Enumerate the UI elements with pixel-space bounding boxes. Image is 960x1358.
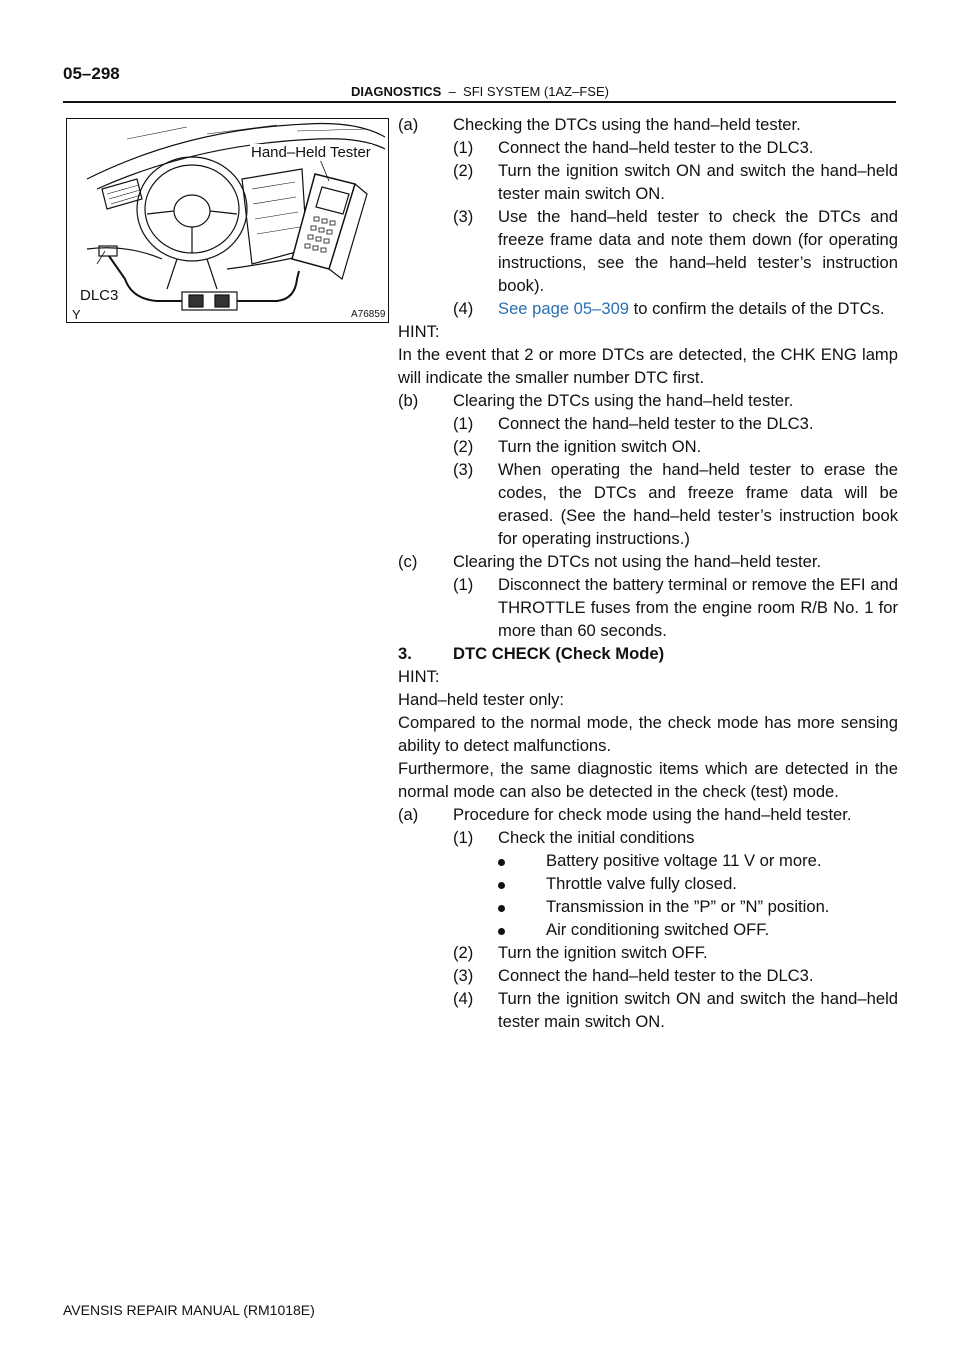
- hint-text: In the event that 2 or more DTCs are detected, the CHK ENG lamp will indicate the smaller number DTC first.: [398, 345, 898, 387]
- step-marker: (1): [453, 138, 474, 157]
- step-text: [498, 297, 898, 320]
- bullet-icon: [498, 872, 546, 895]
- figure-corner-mark: Y: [72, 307, 81, 322]
- step-text-rest: to confirm the details of the DTCs.: [629, 299, 885, 318]
- header-separator: –: [448, 84, 456, 99]
- step-b3: [398, 458, 898, 550]
- step-marker: (1): [453, 828, 474, 847]
- condition-item: [398, 872, 898, 895]
- hint-label: HINT:: [398, 322, 440, 341]
- label-dlc3: DLC3: [80, 287, 119, 304]
- hint-text: Furthermore, the same diagnostic items which are detected in the normal mode can also be detected in the check (test) mode.: [398, 759, 898, 801]
- bullet-icon: [498, 918, 546, 941]
- header-section: DIAGNOSTICS: [351, 84, 442, 99]
- step-marker: (a): [398, 805, 419, 824]
- step-procedure-4: [398, 987, 898, 1033]
- step-marker: (3): [453, 207, 474, 226]
- step-text: When operating the hand–held tester to erase the codes, the DTCs and freeze frame data will be erased. (See the hand–held tester’s instruction book for operating instructions.): [498, 460, 898, 548]
- step-b1: [398, 412, 898, 435]
- step-text: Procedure for check mode using the hand–held tester.: [453, 805, 852, 824]
- bullet-icon: [498, 849, 546, 872]
- header-rule: [63, 101, 896, 103]
- step-marker: (2): [453, 943, 474, 962]
- step-text: Connect the hand–held tester to the DLC3.: [498, 138, 814, 157]
- condition-text: Battery positive voltage 11 V or more.: [546, 851, 822, 870]
- step-text: Turn the ignition switch ON and switch the hand–held tester main switch ON.: [498, 989, 898, 1031]
- step-text: Disconnect the battery terminal or remove the EFI and THROTTLE fuses from the engine room R/B No. 1 for more than 60 seconds.: [498, 575, 898, 640]
- step-procedure-2: [398, 941, 898, 964]
- step-marker: (c): [398, 552, 418, 571]
- step-c1: [398, 573, 898, 642]
- step-a1: [398, 136, 898, 159]
- bullet-icon: [498, 895, 546, 918]
- page-header: [0, 84, 960, 99]
- condition-text: Throttle valve fully closed.: [546, 874, 737, 893]
- step-text: Turn the ignition switch ON and switch the hand–held tester main switch ON.: [498, 161, 898, 203]
- step-c: [398, 550, 898, 573]
- condition-item: [398, 918, 898, 941]
- step-text: Checking the DTCs using the hand–held tester.: [453, 115, 801, 134]
- condition-item: [398, 849, 898, 872]
- step-text: Clearing the DTCs using the hand–held tester.: [453, 391, 794, 410]
- footer-manual-title: AVENSIS REPAIR MANUAL (RM1018E): [63, 1302, 315, 1318]
- step-marker: (a): [398, 115, 419, 134]
- page-number: 05–298: [63, 64, 120, 83]
- step-marker: (1): [453, 575, 474, 594]
- step-a: [398, 113, 898, 136]
- step-text: Clearing the DTCs not using the hand–held tester.: [453, 552, 822, 571]
- step-marker: (2): [453, 161, 474, 180]
- step-text: Check the initial conditions: [498, 828, 695, 847]
- page-reference-link[interactable]: See page 05–309: [498, 299, 630, 318]
- section-3-heading: [398, 642, 898, 665]
- step-marker: (2): [453, 437, 474, 456]
- step-a4: [398, 297, 898, 320]
- condition-text: Air conditioning switched OFF.: [546, 920, 770, 939]
- step-text: Use the hand–held tester to check the DTCs and freeze frame data and note them down (for operating instructions, see the hand–held tester’s instruction book).: [498, 207, 898, 295]
- step-text: Turn the ignition switch ON.: [498, 437, 702, 456]
- step-text: Connect the hand–held tester to the DLC3.: [498, 414, 814, 433]
- step-procedure-1: [398, 826, 898, 849]
- hint-text: Hand–held tester only:: [398, 690, 565, 709]
- section-number: 3.: [398, 644, 412, 663]
- step-text: Connect the hand–held tester to the DLC3.: [498, 966, 814, 985]
- step-procedure-a: [398, 803, 898, 826]
- condition-text: Transmission in the ”P” or ”N” position.: [546, 897, 830, 916]
- step-a3: [398, 205, 898, 297]
- procedure-content: [398, 113, 898, 1033]
- step-marker: (4): [453, 989, 474, 1008]
- step-b: [398, 389, 898, 412]
- step-b2: [398, 435, 898, 458]
- condition-item: [398, 895, 898, 918]
- section-title: DTC CHECK (Check Mode): [453, 644, 665, 663]
- label-hand-held-tester: Hand–Held Tester: [251, 144, 371, 161]
- step-procedure-3: [398, 964, 898, 987]
- step-a2: [398, 159, 898, 205]
- step-marker: (3): [453, 966, 474, 985]
- hint-text: Compared to the normal mode, the check mode has more sensing ability to detect malfunctions.: [398, 713, 898, 755]
- step-marker: (b): [398, 391, 419, 410]
- illustration-tester-connection: [66, 118, 389, 323]
- step-text: Turn the ignition switch OFF.: [498, 943, 708, 962]
- step-marker: (4): [453, 299, 474, 318]
- figure-code: A76859: [351, 309, 386, 320]
- hint-label: HINT:: [398, 667, 440, 686]
- step-marker: (1): [453, 414, 474, 433]
- header-subsection: SFI SYSTEM (1AZ–FSE): [463, 84, 609, 99]
- step-marker: (3): [453, 460, 474, 479]
